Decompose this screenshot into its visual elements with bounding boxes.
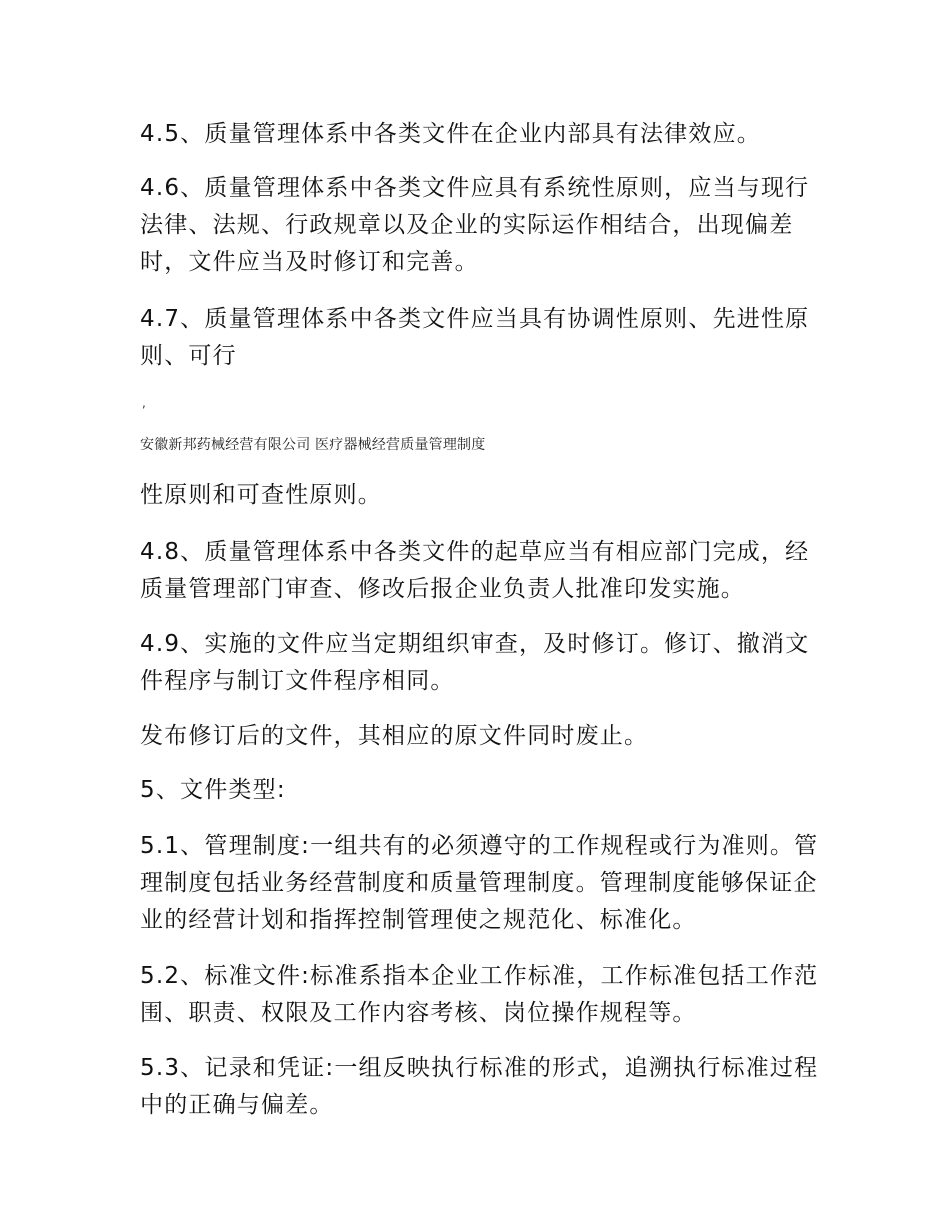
page-break-mark: , [142,396,146,410]
paragraph-5-3: 5.3、记录和凭证:一组反映执行标准的形式，追溯执行标准过程中的正确与偏差。 [140,1055,819,1118]
paragraph-4-9: 4.9、实施的文件应当定期组织审查，及时修订。修订、撤消文件程序与制订文件程序相同。 [140,631,810,694]
paragraph-4-5: 4.5、质量管理体系中各类文件在企业内部具有法律效应。 [140,121,761,147]
running-header: 安徽新邦药械经营有限公司 医疗器械经营质量管理制度 [140,437,486,453]
paragraph-publish-note: 发布修订后的文件，其相应的原文件同时废止。 [140,723,649,749]
heading-5-document-types: 5、文件类型: [140,777,286,803]
paragraph-4-7: 4.7、质量管理体系中各类文件应当具有协调性原则、先进性原则、可行 [140,306,810,369]
paragraph-4-8: 4.8、质量管理体系中各类文件的起草应当有相应部门完成，经质量管理部门审查、修改后报企业负责人批准印发实施。 [140,539,810,602]
paragraph-5-2: 5.2、标准文件:标准系指本企业工作标准，工作标准包括工作范围、职责、权限及工作内容考核、岗位操作规程等。 [140,963,819,1026]
paragraph-5-1: 5.1、管理制度:一组共有的必须遵守的工作规程或行为准则。管理制度包括业务经营制度和质量管理制度。管理制度能够保证企业的经营计划和指挥控制管理使之规范化、标准化。 [140,833,819,933]
paragraph-4-7-continued: 性原则和可查性原则。 [140,482,382,508]
paragraph-4-6: 4.6、质量管理体系中各类文件应具有系统性原则，应当与现行法律、法规、行政规章以及企业的实际运作相结合，出现偏差时，文件应当及时修订和完善。 [140,175,810,275]
